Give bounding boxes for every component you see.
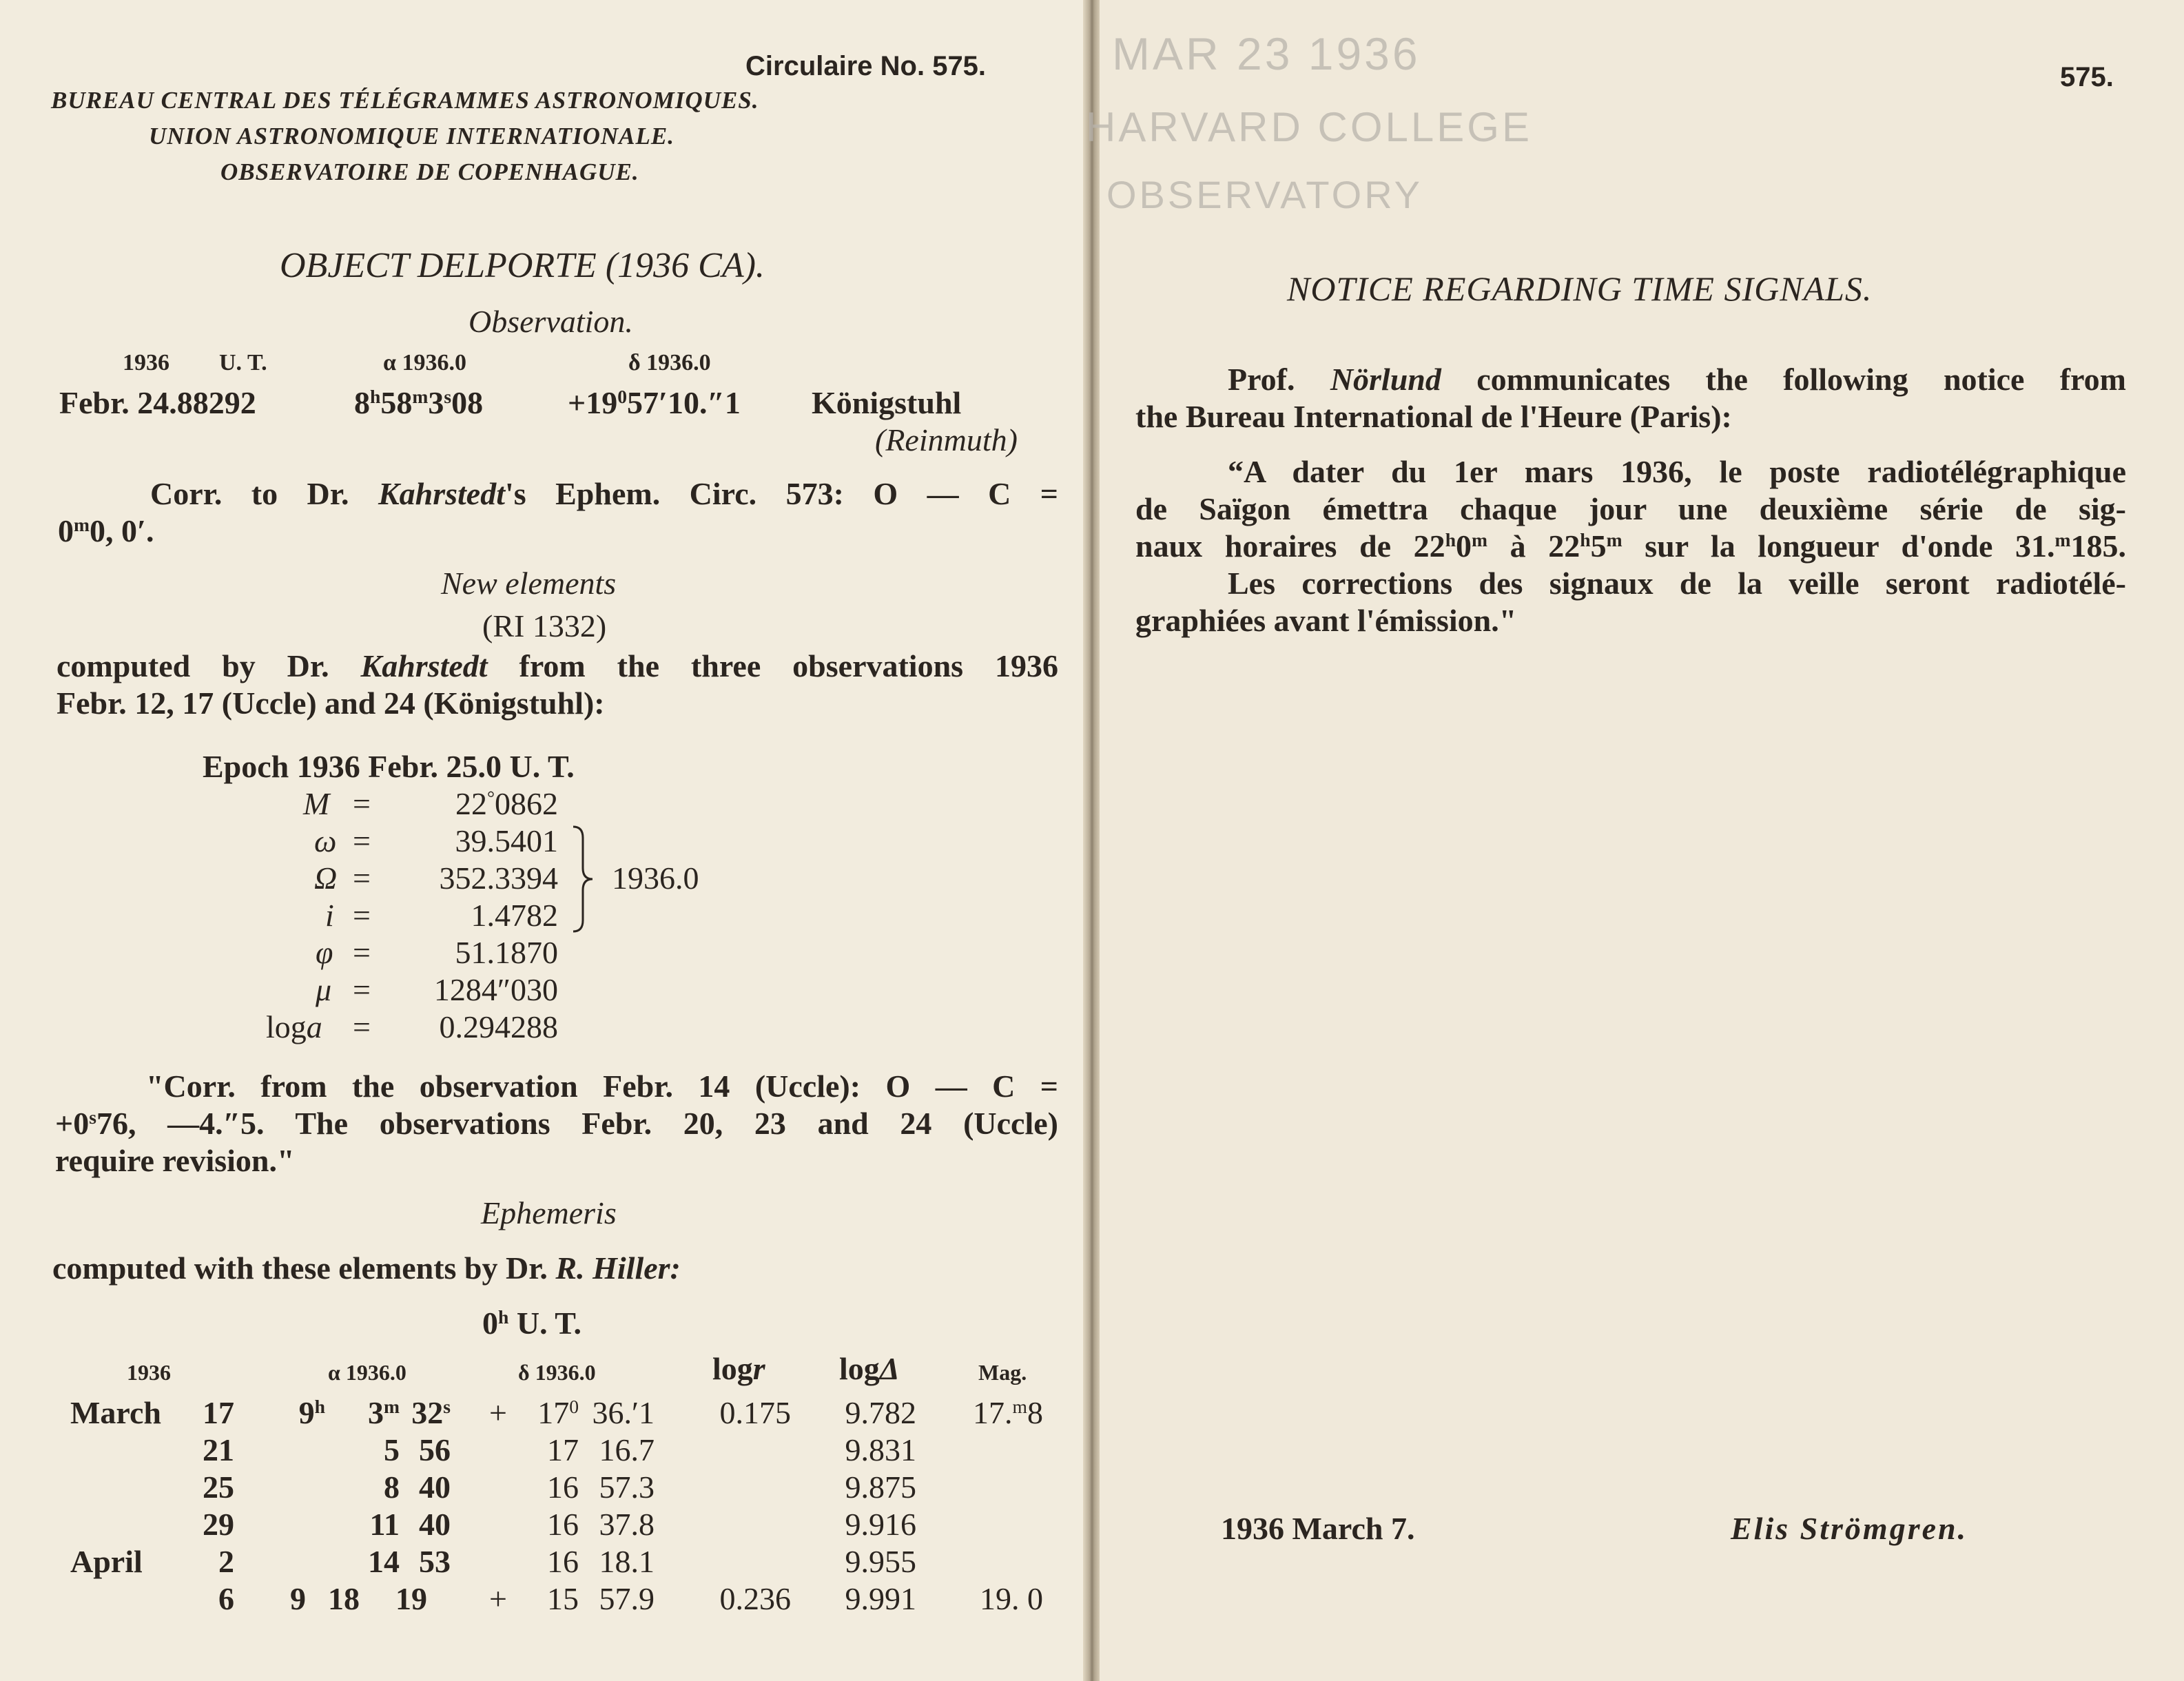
ri-number: (RI 1332) [482,608,607,643]
observation-heading: Observation. [468,304,633,339]
book-gutter [1083,0,1101,1681]
obs-header-alpha: α 1936.0 [383,350,466,375]
element-symbol-i: i [325,898,334,933]
eph-alpha-m: 14 [368,1544,400,1579]
eph-alpha-m: 11 [369,1507,400,1542]
element-value-node: 352.3394 [439,860,558,896]
eph-alpha-s: 19 [395,1581,427,1616]
left-page [0,0,1089,1681]
eph-delta-min: 57.9 [599,1581,655,1616]
eph-delta-sign: + [489,1581,507,1616]
eph-logdelta: 9.991 [845,1581,916,1616]
element-symbol-node: Ω [314,860,338,896]
obs-delta: $+19^057'10.''1$ [568,385,741,420]
circular-number: Circulaire No. 575. [745,51,987,81]
element-value-mu: 1284″030 [433,972,558,1007]
element-eq: = [353,1009,371,1044]
element-value-phi: 51.1870 [455,935,558,970]
eph-alpha-s: 32$^s$ [411,1395,451,1430]
eph-logr: 0.175 [719,1395,791,1430]
eph-delta-deg: 17 [547,1432,579,1467]
eph-alpha-s: 53 [419,1544,451,1579]
right-page [1086,0,2184,1681]
eph-delta-min: 36.′1 [592,1395,655,1430]
eph-day: 29 [203,1507,234,1542]
header-line-observatory: OBSERVATOIRE DE COPENHAGUE. [220,158,639,185]
eph-header-logdelta: logΔ [839,1351,900,1386]
notice-quote-line-3: naux horaires de 22$^h$0$^m$ à 22$^h$5$^m$ sur la longueur d'onde 31.$^m$185. [1135,528,2126,564]
eph-delta-min: 37.8 [599,1507,655,1542]
quote-line-1: "Corr. from the observation Febr. 14 (Uccle): O — C = [146,1069,1058,1104]
eph-mag: 19. 0 [980,1581,1043,1616]
quote-line-3: require revision." [55,1143,295,1178]
eph-month: March [70,1395,162,1430]
ephemeris-computed-line: computed with these elements by Dr. R. Hiller: [52,1250,681,1286]
eph-day: 21 [203,1432,234,1467]
eph-delta-deg: $17^0$ [537,1395,579,1430]
obs-observer: (Reinmuth) [875,422,1018,457]
notice-title: NOTICE REGARDING TIME SIGNALS. [1287,269,1873,308]
eph-delta-deg: 16 [547,1469,579,1505]
eph-alpha-s: 40 [419,1507,451,1542]
element-symbol-omega: ω [314,823,337,858]
signature: Elis Strömgren. [1731,1511,1968,1546]
eph-alpha-m: 18 [328,1581,360,1616]
notice-quote-line-5: graphiées avant l'émission." [1135,603,1517,638]
object-title: OBJECT DELPORTE (1936 CA). [280,246,765,285]
obs-observatory: Königstuhl [812,385,962,420]
element-eq: = [353,935,371,970]
eph-header-delta: δ 1936.0 [518,1360,596,1385]
eph-delta-deg: 16 [547,1507,579,1542]
element-symbol-loga: loga [266,1009,322,1044]
element-eq: = [353,786,371,821]
eph-day: 6 [218,1581,234,1616]
eph-logdelta: 9.916 [845,1507,916,1542]
eph-day: 25 [203,1469,234,1505]
element-symbol-mu: μ [316,972,332,1007]
eph-day: 17 [203,1395,234,1430]
correction-line-2: 0$^m$0, 0′. [58,513,154,548]
element-value-i: 1.4782 [471,898,558,933]
eph-logr: 0.236 [719,1581,791,1616]
eph-day: 2 [218,1544,234,1579]
ephemeris-time: 0$^h$ U. T. [482,1306,582,1341]
element-eq: = [353,898,371,933]
notice-para-1-line-1: Prof. Nörlund communicates the following notice from [1228,362,2126,397]
element-value-loga: 0.294288 [439,1009,558,1044]
page-number: 575. [2060,62,2114,92]
notice-date: 1936 March 7. [1221,1511,1415,1546]
obs-alpha: 8$^h$58$^m$3$^s$08 [354,385,484,420]
correction-line-1: Corr. to Dr. Kahrstedt's Ephem. Circ. 573: O — C = [150,476,1058,511]
eph-delta-deg: 15 [547,1581,579,1616]
eph-delta-min: 16.7 [599,1432,655,1467]
eph-header-mag: Mag. [978,1360,1027,1385]
eph-logdelta: 9.955 [845,1544,916,1579]
eph-delta-min: 57.3 [599,1469,655,1505]
new-elements-heading: New elements [441,566,617,601]
element-value-M: 22°0862 [455,786,558,821]
notice-quote-line-2: de Saïgon émettra chaque jour une deuxième série de sig- [1135,491,2126,526]
header-line-union: UNION ASTRONOMIQUE INTERNATIONALE. [149,123,674,149]
obs-header-delta: δ 1936.0 [628,350,711,375]
ephemeris-heading: Ephemeris [481,1195,617,1230]
eph-alpha-s: 40 [419,1469,451,1505]
element-eq: = [353,860,371,896]
obs-date: Febr. 24.88292 [59,385,256,420]
eph-logdelta: 9.782 [845,1395,916,1430]
obs-header-year: 1936 [123,350,169,375]
notice-quote-line-1: “A dater du 1er mars 1936, le poste radiotélégraphique [1228,454,2126,489]
eph-alpha-m: 3$^m$ [368,1395,400,1430]
eph-logdelta: 9.875 [845,1469,916,1505]
eph-header-logr: logr [712,1351,765,1386]
element-eq: = [353,823,371,858]
eph-logdelta: 9.831 [845,1432,916,1467]
element-symbol-M: M [303,786,330,821]
computed-line-1: computed by Dr. Kahrstedt from the three observations 1936 [56,648,1059,683]
received-stamp-observatory: OBSERVATORY [1106,173,1423,216]
eph-header-alpha: α 1936.0 [328,1360,406,1385]
eph-delta-deg: 16 [547,1544,579,1579]
eph-alpha-m: 8 [384,1469,400,1505]
received-stamp-college: HARVARD COLLEGE [1086,104,1532,150]
brace-icon [569,824,597,934]
eph-alpha-m: 5 [384,1432,400,1467]
element-eq: = [353,972,371,1007]
eph-delta-sign: + [489,1395,507,1430]
obs-header-ut: U. T. [219,350,267,375]
equinox-label: 1936.0 [612,860,699,896]
eph-header-year: 1936 [127,1360,171,1385]
computed-line-2: Febr. 12, 17 (Uccle) and 24 (Königstuhl): [56,685,605,721]
eph-alpha-h: 9 [290,1581,306,1616]
notice-para-1-line-2: the Bureau International de l'Heure (Paris): [1135,399,1732,434]
eph-delta-min: 18.1 [599,1544,655,1579]
eph-alpha-s: 56 [419,1432,451,1467]
epoch-line: Epoch 1936 Febr. 25.0 U. T. [203,749,575,784]
element-symbol-phi: φ [316,935,333,970]
eph-month: April [70,1544,143,1579]
received-stamp-date: MAR 23 1936 [1112,28,1421,79]
element-value-omega: 39.5401 [455,823,558,858]
header-line-bureau: BUREAU CENTRAL DES TÉLÉGRAMMES ASTRONOMIQUES. [51,87,759,114]
eph-alpha-h: 9$^h$ [298,1395,325,1430]
eph-mag: 17.$^m$8 [973,1395,1043,1430]
notice-quote-line-4: Les corrections des signaux de la veille seront radiotélé- [1228,566,2126,601]
quote-line-2: $+0^s76$, —4.″5. The observations Febr. 20, 23 and 24 (Uccle) [55,1106,1058,1141]
